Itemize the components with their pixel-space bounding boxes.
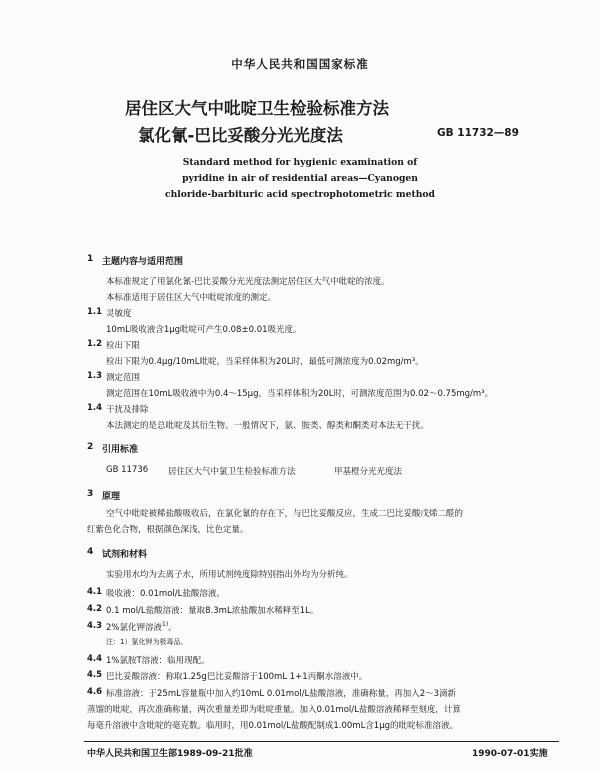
title-cn-line2: 氯化氰-巴比妥酸分光光度法: [138, 126, 343, 145]
section-4-intro: 实验用水均为去离子水，所用试剂纯度除特别指出外均为分析纯。: [106, 570, 353, 580]
footnote-note: 注：1）氯化钾为极毒品。: [106, 638, 188, 646]
footnote-marker: 1): [162, 621, 169, 629]
section-1-para-2: 本标准适用于居住区大气中吡啶浓度的测定。: [106, 293, 277, 303]
title-en-line2: pyridine in air of residential areas—Cyanogen: [182, 173, 418, 184]
section-1-3-text: 测定范围在10mL吸收液中为0.4～15μg，当采样体积为20L时，可测浓度范围为0.02～0.75mg/m³。: [106, 389, 494, 399]
item-4-5-text: 巴比妥酸溶液：称取1.25g巴比妥酸溶于100mL 1+1丙酮水溶液中。: [106, 672, 368, 682]
item-4-3-number: 4.3: [87, 621, 103, 631]
item-4-3-end: 。: [168, 623, 177, 633]
section-3-number: 3: [87, 489, 94, 499]
title-en-line1: Standard method for hygienic examination of: [182, 157, 418, 168]
item-4-4-text: 1%氯胺T溶液：临用现配。: [106, 656, 210, 666]
section-1-2-title: 检出下限: [106, 341, 141, 351]
section-1-4-text: 本法测定的是总吡啶及其衍生物。一般情况下，氨、胺类、醇类和酮类对本法无干扰。: [106, 421, 430, 431]
reference-title: 居住区大气中氯卫生检验标准方法: [168, 467, 296, 477]
section-1-4-title: 干扰及排除: [106, 405, 149, 415]
section-1-para-1: 本标准规定了用氯化氰-巴比妥酸分光光度法测定居住区大气中吡啶的浓度。: [106, 277, 390, 287]
standard-code: GB 11732—89: [437, 127, 519, 139]
approval-date: 中华人民共和国卫生部1989-09-21批准: [87, 749, 253, 759]
item-4-5-number: 4.5: [87, 670, 103, 680]
section-2-number: 2: [87, 442, 94, 452]
item-4-6-line-2: 蒸馏的吡啶，再次准确称量，两次重量差即为吡啶重量。加入0.01mol/L盐酸溶液稀释至刻度，计算: [87, 705, 461, 715]
section-1-1-title: 灵敏度: [106, 309, 132, 319]
reference-code: GB 11736: [106, 465, 149, 475]
section-1-title: 主题内容与适用范围: [102, 257, 184, 267]
item-4-3-label: 2%氯化钾溶液: [106, 623, 162, 633]
item-4-3-text: [106, 621, 177, 633]
title-en-line3: chloride-barbituric acid spectrophotometric method: [165, 189, 435, 200]
effective-date: 1990-07-01实施: [472, 749, 548, 759]
item-4-2-text: 0.1 mol/L盐酸溶液：量取8.3mL浓盐酸加水稀释至1L。: [106, 606, 319, 616]
reference-method: 甲基橙分光光度法: [334, 467, 403, 477]
section-1-4-number: 1.4: [87, 403, 103, 413]
section-4-number: 4: [87, 547, 94, 557]
section-2-title: 引用标准: [102, 445, 139, 455]
section-3-title: 原理: [102, 492, 121, 502]
section-3-line-1: 空气中吡啶被稀盐酸吸收后，在氯化氰的存在下，与巴比妥酸反应，生成二巴比妥酸戊烯二醛的: [106, 509, 464, 519]
item-4-6-line-3: 每毫升溶液中含吡啶的毫克数。临用时，用0.01mol/L盐酸配制成1.00mL含1μg的吡啶标准溶液。: [87, 721, 459, 731]
section-1-2-text: 检出下限为0.4μg/10mL吡啶，当采样体积为20L时，最低可测浓度为0.02mg/m³。: [106, 357, 424, 367]
section-1-1-text: 10mL吸收液含1μg吡啶可产生0.08±0.01吸光度。: [106, 325, 302, 335]
item-4-1-number: 4.1: [87, 587, 103, 597]
item-4-1-text: 吸收液：0.01mol/L盐酸溶液。: [106, 589, 225, 599]
footer-divider: [84, 741, 559, 742]
item-4-2-number: 4.2: [87, 604, 103, 614]
item-4-6-number: 4.6: [87, 687, 103, 697]
section-1-2-number: 1.2: [87, 339, 103, 349]
section-1-3-title: 测定范围: [106, 373, 141, 383]
section-4-title: 试剂和材料: [102, 550, 148, 560]
national-standard-header: 中华人民共和国国家标准: [231, 57, 369, 71]
section-1-3-number: 1.3: [87, 371, 103, 381]
item-4-4-number: 4.4: [87, 654, 103, 664]
title-cn-line1: 居住区大气中吡啶卫生检验标准方法: [125, 99, 389, 118]
section-3-line-2: 红紫色化合物，根据颜色深浅，比色定量。: [87, 525, 249, 535]
section-1-number: 1: [87, 254, 94, 264]
item-4-6-line-1: 标准溶液：于25mL容量瓶中加入约10mL 0.01mol/L盐酸溶液，准确称量，再加入2～3滴新: [106, 689, 457, 699]
section-1-1-number: 1.1: [87, 307, 103, 317]
